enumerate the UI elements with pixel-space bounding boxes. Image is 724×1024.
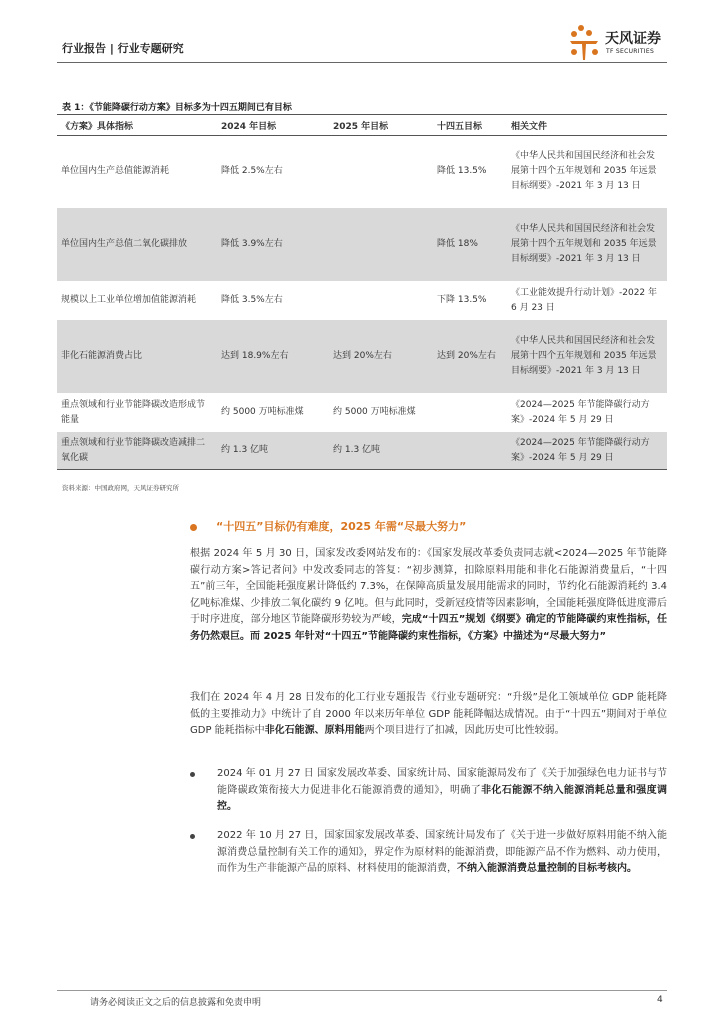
cell-indicator: 规模以上工业单位增加值能源消耗 — [57, 282, 217, 320]
tf-securities-logo-icon — [568, 24, 602, 62]
targets-table — [57, 114, 667, 470]
header-rule — [57, 62, 667, 63]
cell-indicator: 重点领域和行业节能降碳改造形成节能量 — [57, 394, 217, 432]
footer-rule — [57, 990, 667, 991]
paragraph-1-emphasis: 完成“十四五”规划《纲要》确定的节能降碳约束性指标，任务仍然艰巨。 — [190, 614, 667, 642]
table-row — [57, 432, 667, 470]
cell-2024: 约 1.3 亿吨 — [217, 432, 329, 470]
table-caption: 表 1：《节能降碳行动方案》目标多为十四五期间已有目标 — [62, 103, 292, 113]
table-row — [57, 394, 667, 432]
cell-indicator: 非化石能源消费占比 — [57, 320, 217, 394]
col-header-indicator: 《方案》具体指标 — [57, 115, 217, 136]
cell-2024: 达到 18.9%左右 — [217, 320, 329, 394]
paragraph-1-text: 根据 2024 年 5 月 30 日，国家发改委网站发布的：《国家发展改革委负责同志就<2024—2025 年节能降碳行动方案>答记者问》中发改委同志的答复：“初步测算，扣除原料用能和非化石能源消费量后，“十四五”前三年，全国能耗强度累计降低约 7.3%，在保障高质量发展用能需求的同时，节约化石能源消耗约 3.4 亿吨标准煤、少排放二氧化碳约 9 亿吨。但与此同时，受新冠疫情等因素影响，全国能耗强度降低进度滞后于时序进度，部分地区节能降碳形势较为严峻， — [190, 548, 667, 625]
table-row — [57, 136, 667, 208]
cell-145: 降低 13.5% — [433, 136, 507, 208]
cell-2024: 降低 2.5%左右 — [217, 136, 329, 208]
table-row — [57, 320, 667, 394]
paragraph-2-tail: 两个项目进行了扣减，因此历史可比性较弱。 — [364, 725, 565, 736]
cell-doc: 《中华人民共和国国民经济和社会发展第十四个五年规划和 2035 年远景目标纲要》-2021 年 3 月 13 日 — [507, 320, 667, 394]
cell-145 — [433, 432, 507, 470]
paragraph-2-emphasis: 非化石能源、原料用能 — [264, 725, 365, 736]
paragraph-1 — [190, 546, 667, 645]
cell-145 — [433, 394, 507, 432]
table-header-row — [57, 115, 667, 136]
col-header-2025: 2025 年目标 — [329, 115, 433, 136]
table-row — [57, 208, 667, 282]
cell-indicator: 重点领域和行业节能降碳改造减排二氧化碳 — [57, 432, 217, 470]
cell-2024: 约 5000 万吨标准煤 — [217, 394, 329, 432]
cell-indicator: 单位国内生产总值二氧化碳排放 — [57, 208, 217, 282]
section-bullet-icon — [190, 524, 197, 531]
bullet-1-emphasis: 非化石能源不纳入能源消耗总量和强度调控。 — [217, 784, 668, 812]
cell-2024: 降低 3.9%左右 — [217, 208, 329, 282]
col-header-2024: 2024 年目标 — [217, 115, 329, 136]
bullet-2-text: 2022 年 10 月 27 日，国家国家发展改革委、国家统计局发布了《关于进一步做好原料用能不纳入能源消费总量控制有关工作的通知》，界定作为原材料的能源消费，即能源产品不作为燃料、动力使用，而作为生产非能源产品的原料、材料使用的能源消费， — [217, 830, 667, 874]
cell-doc: 《中华人民共和国国民经济和社会发展第十四个五年规划和 2035 年远景目标纲要》-2021 年 3 月 13 日 — [507, 208, 667, 282]
cell-145: 达到 20%左右 — [433, 320, 507, 394]
cell-145: 下降 13.5% — [433, 282, 507, 320]
bullet-2 — [217, 828, 667, 878]
paragraph-1-conclusion: 而 2025 年针对“十四五”节能降碳约束性指标，《方案》中描述为“尽最大努力” — [250, 630, 607, 642]
bullet-2-dot — [190, 834, 195, 839]
cell-2025: 约 1.3 亿吨 — [329, 432, 433, 470]
cell-doc: 《中华人民共和国国民经济和社会发展第十四个五年规划和 2035 年远景目标纲要》-2021 年 3 月 13 日 — [507, 136, 667, 208]
bullet-1 — [217, 766, 667, 816]
bullet-1-text: 2024 年 01 月 27 日 国家发展改革委、国家统计局、国家能源局发布了《关于加强绿色电力证书与节能降碳政策衔接大力促进非化石能源消费的通知》，明确了 — [217, 768, 667, 796]
logo-name: 天风证券 — [605, 31, 661, 47]
cell-2025: 约 5000 万吨标准煤 — [329, 394, 433, 432]
header-title: 行业报告 | 行业专题研究 — [62, 42, 184, 55]
logo-subtitle: TF SECURITIES — [606, 48, 655, 55]
cell-doc: 《工业能效提升行动计划》-2022 年 6 月 23 日 — [507, 282, 667, 320]
paragraph-2-text: 我们在 2024 年 4 月 28 日发布的化工行业专题报告《行业专题研究：“升级”是化工领域单位 GDP 能耗降低的主要推动力》中统计了自 2000 年以来历年单位 GDP 能耗降幅达成情况。由于“十四五”期间对于单位 GDP 能耗指标中 — [190, 692, 667, 736]
section-title: “十四五”目标仍有难度，2025 年需“尽最大努力” — [216, 520, 467, 533]
table-row — [57, 282, 667, 320]
bullet-1-dot — [190, 772, 195, 777]
paragraph-2 — [190, 690, 667, 740]
tf-securities-logo — [568, 24, 678, 64]
cell-doc: 《2024—2025 年节能降碳行动方案》-2024 年 5 月 29 日 — [507, 432, 667, 470]
cell-145: 降低 18% — [433, 208, 507, 282]
table-source: 资料来源：中国政府网，天风证券研究所 — [62, 484, 179, 492]
col-header-145: 十四五目标 — [433, 115, 507, 136]
cell-indicator: 单位国内生产总值能源消耗 — [57, 136, 217, 208]
cell-2025 — [329, 208, 433, 282]
footer-disclaimer: 请务必阅读正文之后的信息披露和免责申明 — [90, 998, 262, 1008]
cell-2025 — [329, 282, 433, 320]
cell-2024: 降低 3.5%左右 — [217, 282, 329, 320]
cell-2025 — [329, 136, 433, 208]
page-number: 4 — [657, 995, 663, 1005]
cell-doc: 《2024—2025 年节能降碳行动方案》-2024 年 5 月 29 日 — [507, 394, 667, 432]
bullet-2-emphasis: 不纳入能源消费总量控制的目标考核内。 — [457, 863, 637, 874]
cell-2025: 达到 20%左右 — [329, 320, 433, 394]
col-header-doc: 相关文件 — [507, 115, 667, 136]
